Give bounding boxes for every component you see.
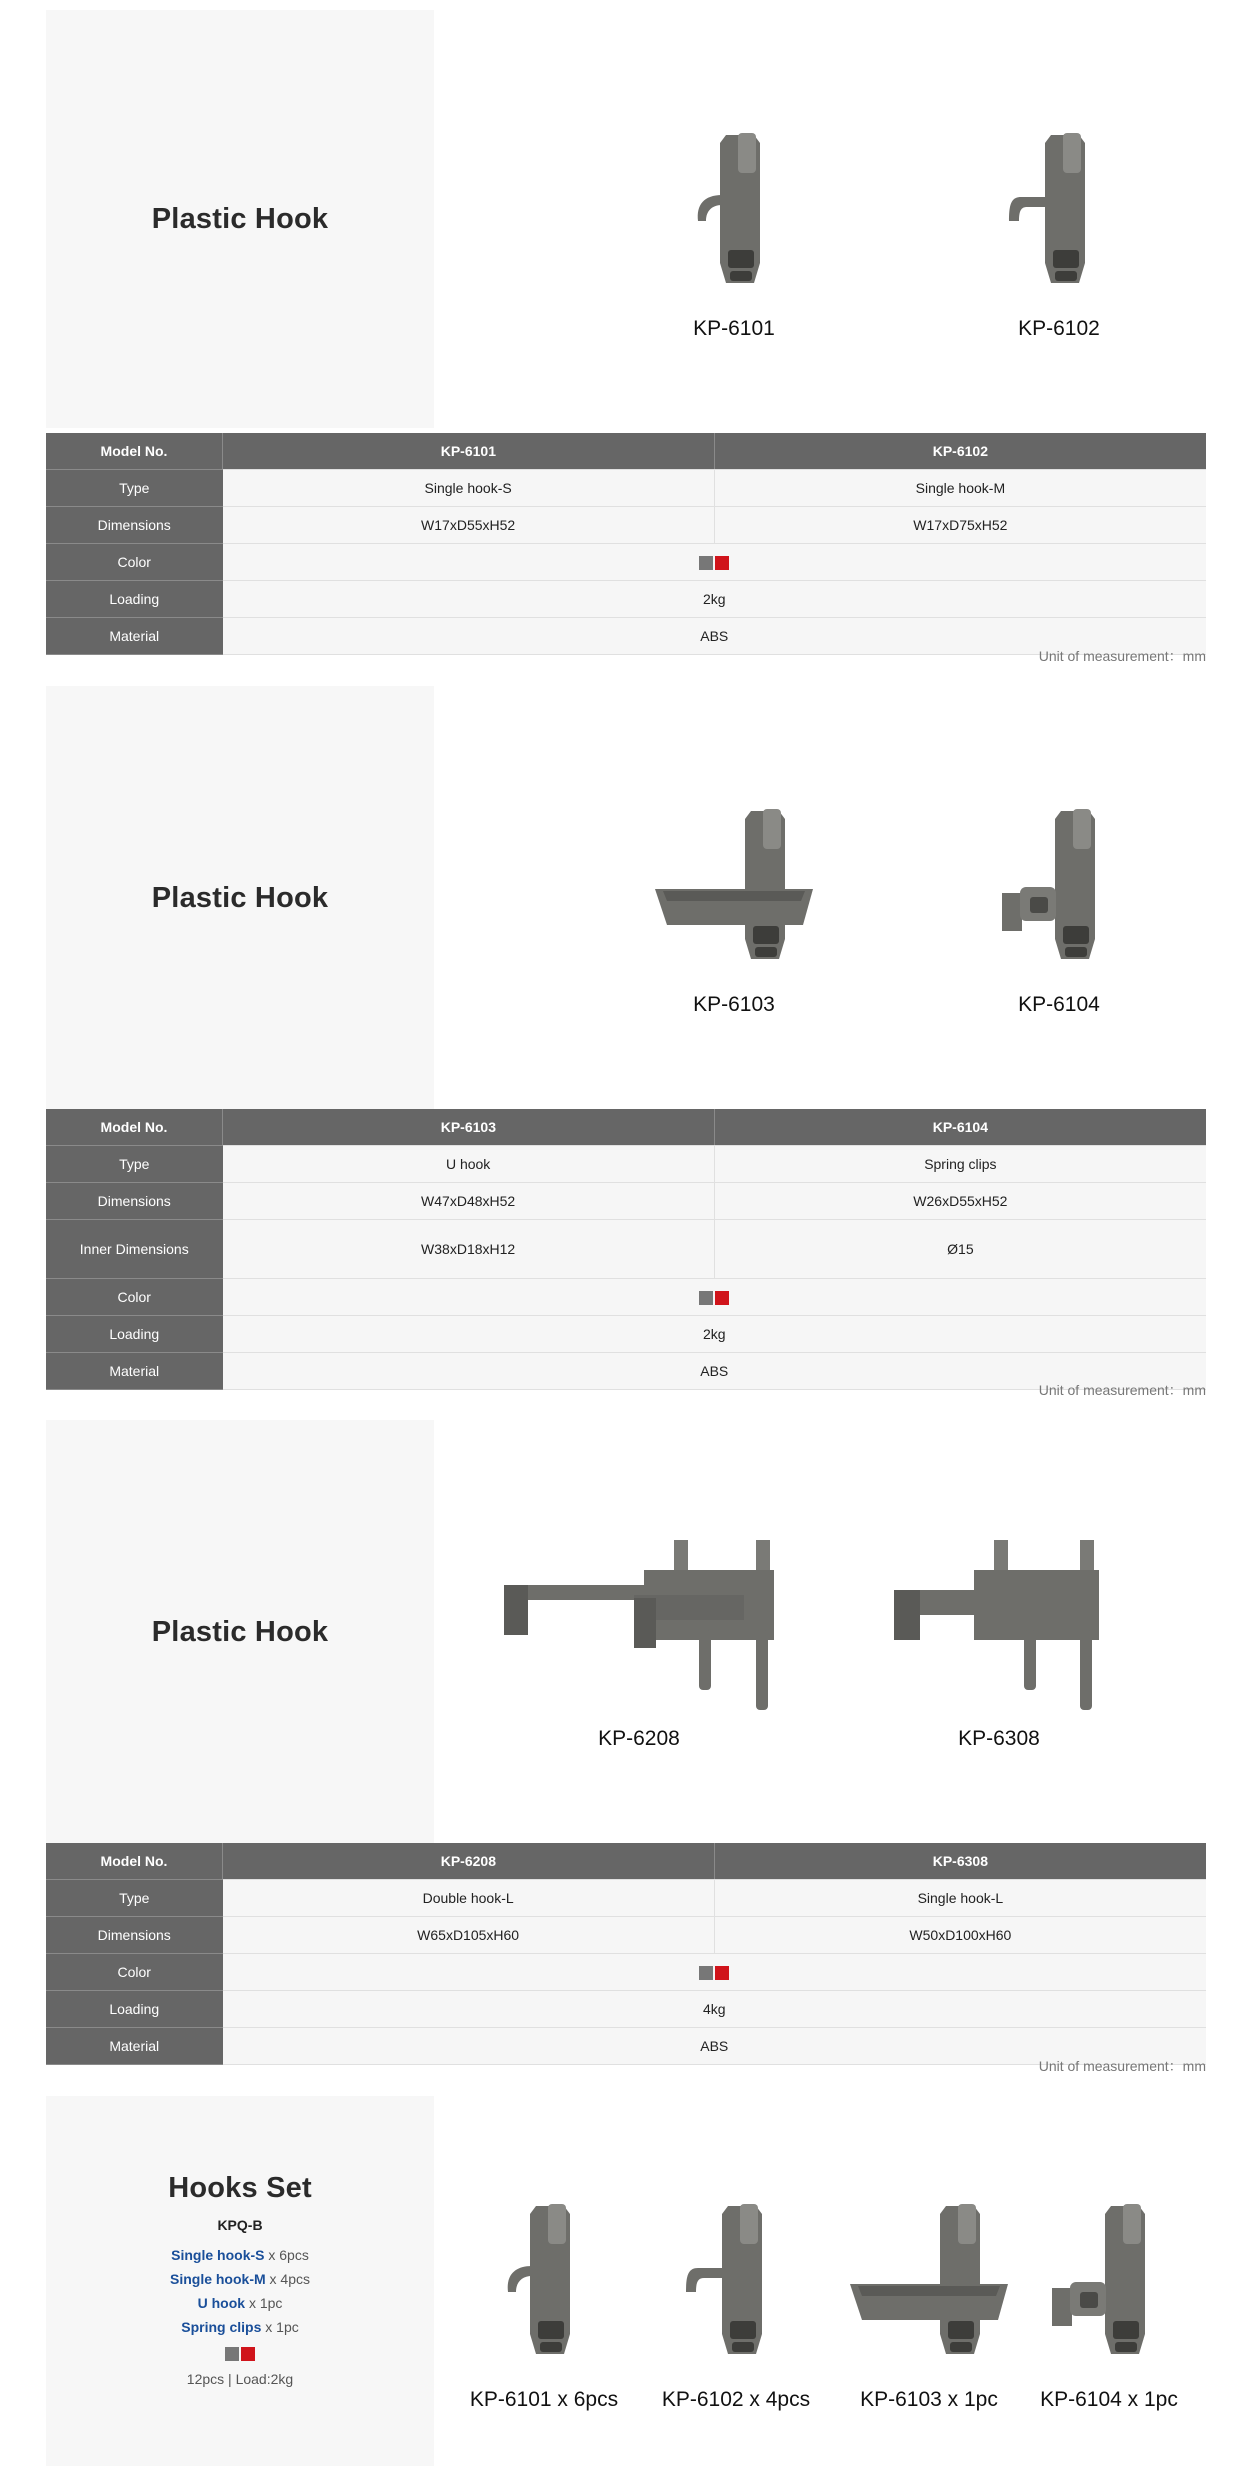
table-row (46, 1279, 1206, 1316)
hooks-set-panel (46, 2096, 434, 2466)
spring-clip-icon (1044, 2196, 1174, 2376)
row-label: Loading (46, 1991, 223, 2028)
table-cell: W17xD55xH52 (223, 507, 715, 544)
table-cell: W26xD55xH52 (714, 1183, 1206, 1220)
color-swatch-red (715, 1291, 729, 1305)
unit-note: Unit of measurement：mm (1038, 1382, 1206, 1398)
set-product-kp-6102[interactable] (646, 2196, 826, 2412)
single-hook-s-icon (484, 2196, 604, 2376)
color-swatch-gray (225, 2347, 239, 2361)
table-cell: U hook (223, 1146, 715, 1183)
product-name: KP-6308 (958, 1727, 1040, 1750)
single-hook-m-icon (999, 125, 1119, 305)
set-product-kp-6104[interactable] (1019, 2196, 1199, 2412)
table-header-row (46, 1843, 1206, 1880)
color-swatches (170, 2341, 310, 2365)
double-hook-l-icon (494, 1530, 784, 1715)
section-title-panel (46, 10, 434, 428)
row-label: Material (46, 1353, 223, 1390)
table-header-cell: KP-6308 (714, 1843, 1206, 1880)
product-name: KP-6102 (1018, 317, 1100, 340)
section-title: Plastic Hook (151, 1615, 329, 1648)
product-name: KP-6102 x 4pcs (661, 2388, 811, 2411)
row-label: Dimensions (46, 507, 223, 544)
product-name: KP-6101 x 6pcs (469, 2388, 619, 2411)
table-cell: W47xD48xH52 (223, 1183, 715, 1220)
table-row (46, 1220, 1206, 1279)
set-item (170, 2291, 310, 2315)
set-item-name: Spring clips (181, 2318, 262, 2335)
table-cell: 4kg (223, 1991, 1207, 2028)
table-row (46, 1316, 1206, 1353)
table-row (46, 507, 1206, 544)
u-hook-icon (844, 2196, 1014, 2376)
table-cell: ABS (223, 618, 1207, 655)
color-swatches (223, 1279, 1207, 1316)
table-cell: Spring clips (714, 1146, 1206, 1183)
color-swatch-red (241, 2347, 255, 2361)
table-row (46, 618, 1206, 655)
set-item-qty: x 1pc (265, 2318, 299, 2335)
product-name: KP-6104 x 1pc (1040, 2388, 1178, 2411)
hooks-set-contents (170, 2213, 310, 2391)
table-row (46, 1880, 1206, 1917)
row-label: Dimensions (46, 1917, 223, 1954)
color-swatch-gray (699, 1966, 713, 1980)
table-cell: W50xD100xH60 (714, 1917, 1206, 1954)
set-item (170, 2243, 310, 2267)
table-row (46, 544, 1206, 581)
table-cell: ABS (223, 2028, 1207, 2065)
spec-table (46, 1109, 1206, 1390)
product-kp-6101[interactable] (659, 125, 809, 341)
table-cell: Single hook-S (223, 470, 715, 507)
table-cell: 2kg (223, 1316, 1207, 1353)
color-swatches (223, 544, 1207, 581)
table-row (46, 1917, 1206, 1954)
set-product-kp-6103[interactable] (829, 2196, 1029, 2412)
table-row (46, 470, 1206, 507)
table-row (46, 1183, 1206, 1220)
row-label: Type (46, 1880, 223, 1917)
color-swatches (223, 1954, 1207, 1991)
row-label: Inner Dimensions (46, 1220, 223, 1279)
table-cell: Single hook-L (714, 1880, 1206, 1917)
table-cell: W65xD105xH60 (223, 1917, 715, 1954)
row-label: Type (46, 470, 223, 507)
row-label: Color (46, 544, 223, 581)
table-header-label: Model No. (46, 1109, 223, 1146)
set-product-kp-6101[interactable] (454, 2196, 634, 2412)
color-swatch-red (715, 1966, 729, 1980)
product-name: KP-6103 x 1pc (860, 2388, 998, 2411)
table-header-row (46, 433, 1206, 470)
unit-note: Unit of measurement：mm (1038, 648, 1206, 664)
table-cell: Ø15 (714, 1220, 1206, 1279)
section-title-panel (46, 686, 434, 1110)
table-header-cell: KP-6104 (714, 1109, 1206, 1146)
product-kp-6102[interactable] (984, 125, 1134, 341)
spec-table (46, 433, 1206, 655)
row-label: Color (46, 1954, 223, 1991)
set-item (170, 2267, 310, 2291)
row-label: Dimensions (46, 1183, 223, 1220)
table-header-cell: KP-6208 (223, 1843, 715, 1880)
section-title: Plastic Hook (151, 202, 329, 235)
u-hook-icon (649, 801, 819, 981)
set-item-name: U hook (197, 2294, 246, 2311)
table-row (46, 581, 1206, 618)
table-header-cell: KP-6102 (714, 433, 1206, 470)
set-item-qty: x 4pcs (269, 2270, 311, 2287)
row-label: Type (46, 1146, 223, 1183)
table-row (46, 1991, 1206, 2028)
set-item (170, 2315, 310, 2339)
set-code: KPQ-B (217, 2216, 263, 2233)
set-item-qty: x 6pcs (268, 2246, 309, 2263)
hooks-set-title: Hooks Set (168, 2171, 312, 2204)
set-summary: 12pcs | Load:2kg (186, 2370, 294, 2387)
table-header-cell: KP-6103 (223, 1109, 715, 1146)
product-kp-6208[interactable] (494, 1530, 784, 1751)
row-label: Material (46, 618, 223, 655)
table-cell: 2kg (223, 581, 1207, 618)
set-item-qty: x 1pc (248, 2294, 283, 2311)
spec-table (46, 1843, 1206, 2065)
table-row (46, 1146, 1206, 1183)
set-item-name: Single hook-S (171, 2246, 265, 2263)
table-cell: Double hook-L (223, 1880, 715, 1917)
table-header-cell: KP-6101 (223, 433, 715, 470)
table-cell: W38xD18xH12 (223, 1220, 715, 1279)
product-name: KP-6104 (1018, 993, 1100, 1016)
product-name: KP-6101 (693, 317, 775, 340)
row-label: Material (46, 2028, 223, 2065)
product-name: KP-6208 (598, 1727, 680, 1750)
table-header-label: Model No. (46, 1843, 223, 1880)
section-title-panel (46, 1420, 434, 1844)
product-kp-6104[interactable] (984, 801, 1134, 1017)
table-row (46, 1954, 1206, 1991)
set-item-name: Single hook-M (169, 2270, 266, 2287)
single-hook-s-icon (674, 125, 794, 305)
table-cell: Single hook-M (714, 470, 1206, 507)
color-swatch-red (715, 556, 729, 570)
product-name: KP-6103 (693, 993, 775, 1016)
section-title: Plastic Hook (151, 881, 329, 914)
row-label: Color (46, 1279, 223, 1316)
single-hook-l-icon (884, 1530, 1114, 1715)
product-kp-6308[interactable] (884, 1530, 1114, 1751)
table-row (46, 1353, 1206, 1390)
unit-note: Unit of measurement：mm (1038, 2058, 1206, 2074)
product-kp-6103[interactable] (634, 801, 834, 1017)
color-swatch-gray (699, 556, 713, 570)
single-hook-m-icon (676, 2196, 796, 2376)
row-label: Loading (46, 1316, 223, 1353)
table-header-label: Model No. (46, 433, 223, 470)
table-cell: W17xD75xH52 (714, 507, 1206, 544)
table-row (46, 2028, 1206, 2065)
table-header-row (46, 1109, 1206, 1146)
row-label: Loading (46, 581, 223, 618)
color-swatch-gray (699, 1291, 713, 1305)
table-cell: ABS (223, 1353, 1207, 1390)
spring-clip-icon (994, 801, 1124, 981)
